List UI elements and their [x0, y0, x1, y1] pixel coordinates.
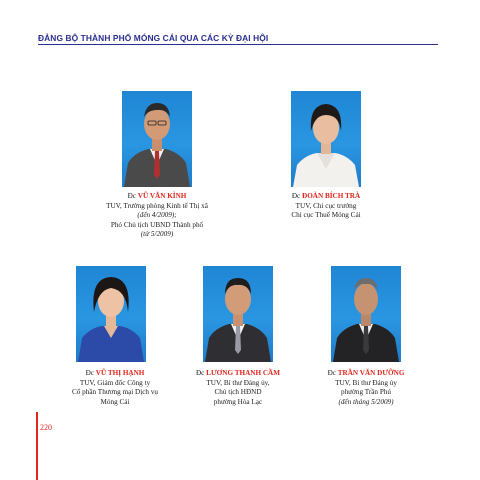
role-line-3-2: Cổ phần Thương mại Dịch vụ — [71, 388, 159, 397]
portrait-1-figure — [122, 91, 192, 187]
page-margin-bar — [36, 412, 38, 480]
person-name-4: LƯƠNG THANH CẦM — [206, 369, 281, 377]
role-line-5-3: (đến tháng 5/2009) — [338, 397, 394, 406]
name-line-5 — [286, 369, 446, 379]
prefix-3: Đc — [85, 369, 94, 377]
role-line-2-2: Chi cục Thuế Móng Cái — [291, 211, 361, 220]
portrait-photo-2 — [291, 91, 361, 187]
role-line-4-3: phường Hòa Lạc — [213, 397, 263, 406]
person-name-3: VŨ THỊ HẠNH — [95, 369, 145, 377]
name-line-1 — [75, 192, 239, 202]
portrait-2-figure — [291, 91, 361, 187]
role-line-1-4: (từ 5/2009) — [140, 230, 174, 239]
portrait-photo-4 — [203, 266, 273, 362]
role-line-1-2: (đến 4/2009); — [137, 211, 177, 220]
portrait-5-figure — [331, 266, 401, 362]
portrait-4-figure — [203, 266, 273, 362]
portrait-photo-1 — [122, 91, 192, 187]
person-name-5: TRẦN VĂN DƯỠNG — [337, 369, 405, 377]
role-line-4-1: TUV, Bí thư Đảng ủy, — [206, 378, 270, 387]
role-line-3-1: TUV, Giám đốc Công ty — [79, 378, 151, 387]
person-name-1: VŨ VĂN KÌNH — [137, 192, 187, 200]
role-line-3-3: Móng Cái — [100, 397, 130, 406]
portrait-3-figure — [76, 266, 146, 362]
header-divider — [38, 44, 438, 45]
role-line-1-3: Phó Chủ tịch UBND Thành phố — [110, 220, 204, 229]
page-number: 220 — [40, 423, 52, 432]
caption-person-2 — [246, 192, 406, 221]
header-title: ĐẢNG BỘ THÀNH PHỐ MÓNG CÁI QUA CÁC KỲ ĐẠI HỘI — [38, 33, 269, 43]
portrait-photo-5 — [331, 266, 401, 362]
name-line-2 — [246, 192, 406, 202]
person-name-2: ĐOÀN BÍCH TRÀ — [302, 192, 361, 200]
caption-person-1 — [75, 192, 239, 240]
role-line-5-2: phường Trần Phú — [340, 388, 392, 397]
portrait-photo-3 — [76, 266, 146, 362]
role-line-4-2: Chủ tịch HĐND — [214, 388, 262, 397]
prefix-2: Đc — [291, 192, 301, 200]
role-line-5-1: TUV, Bí thư Đảng ủy — [335, 378, 397, 387]
caption-person-5 — [286, 369, 446, 407]
prefix-1: Đc — [127, 192, 136, 200]
role-line-2-1: TUV, Chi cục trưởng — [295, 201, 357, 210]
prefix-4: Đc — [195, 369, 205, 377]
role-line-1-1: TUV, Trưởng phòng Kinh tế Thị xã — [106, 201, 208, 210]
prefix-5: Đc — [327, 369, 336, 377]
